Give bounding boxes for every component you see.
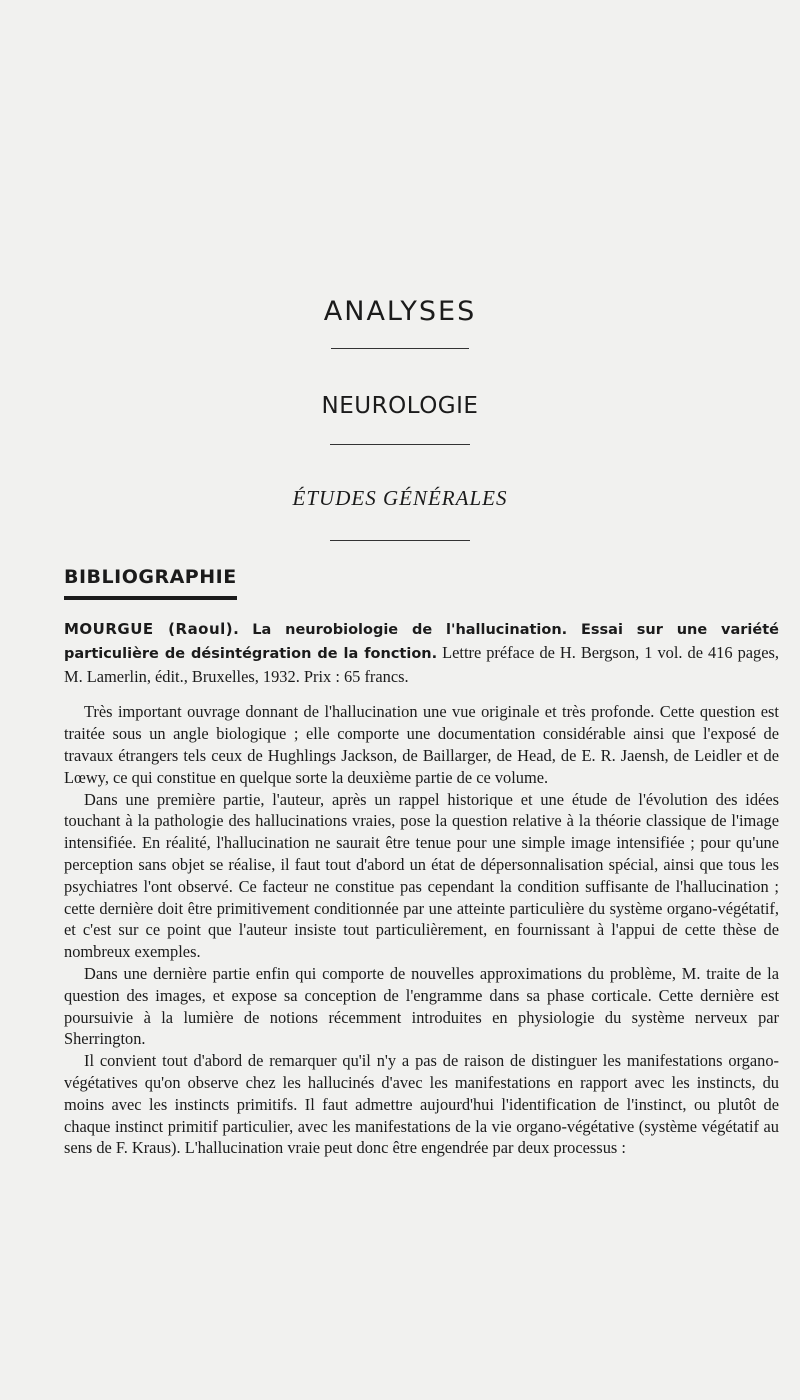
citation-author: MOURGUE (Raoul). [64,620,240,638]
citation-details: Lettre préface de H. Bergson, 1 vol. de 416 pages, M. Lamerlin, édit., Bruxelles, 1932. Prix : 65 francs. [64,642,779,686]
paragraph: Dans une première partie, l'auteur, après un rappel historique et une étude de l'évolution des idées touchant à la pathologie des hallucinations vraies, pose la question relative à la théorie classique de l'image intensifiée. En réalité, l'hallucination ne saurait être tenue pour une simple image intensifiée ; pour qu'une perception sans objet se réalise, il faut tout d'abord un état de dépersonnalisation spécial, ainsi que tous les psychiatres l'ont observé. Ce facteur ne constitue pas cependant la condition suffisante de l'hallucination ; cette dernière doit être primitivement conditionnée par une atteinte particulière du système organo-végétatif, et c'est sur ce point que l'auteur insiste tout particulièrement, en fournissant à l'appui de cette thèse de nombreux exemples. [64,789,779,962]
paragraph: Il convient tout d'abord de remarquer qu'il n'y a pas de raison de distinguer les manifestations organo-végétatives qu'on observe chez les hallucinés d'avec les manifestations en rapport avec les instincts, du moins avec les instincts primitifs. Il faut admettre aujourd'hui l'identification de l'instinct, ou plutôt de chaque instinct primitif particulier, avec les manifestations de la vie organo-végétative (système végétatif au sens de F. Kraus). L'hallucination vraie peut donc être engendrée par deux processus : [64,1051,779,1158]
section-title: NEUROLOGIE [321,393,479,419]
paragraph: Très important ouvrage donnant de l'hallucination une vue originale et très profonde. Cette question est traitée sous un angle biologique ; elle comporte une documentation considérable ainsi que l'exposé de travaux étrangers tels ceux de Hughlings Jackson, de Baillarger, de Head, de E. R. Jaensh, de Leidler et de Lœwy, ce qui constitue en quelque sorte la deuxième partie de ce volume. [64,702,779,787]
section-divider [330,444,470,445]
subsection-title: ÉTUDES GÉNÉRALES [292,486,508,510]
paragraph: Dans une dernière partie enfin qui comporte de nouvelles approximations du problème, M. traite de la question des images, et expose sa conception de l'engramme dans sa phase corticale. Cette dernière est poursuivie à la lumière de notions récemment introduites en physiologie du système nerveux par Sherrington. [64,963,779,1049]
article-body [64,618,779,1159]
title-divider [331,348,469,349]
page-title: ANALYSES [323,296,477,327]
citation [64,618,779,687]
citation-title: La neurobiologie de l'hallucination. Essai sur une variété particulière de désintégration de la fonction. [64,622,779,662]
subsection-divider [330,540,470,541]
bibliography-heading: BIBLIOGRAPHIE [64,566,237,600]
